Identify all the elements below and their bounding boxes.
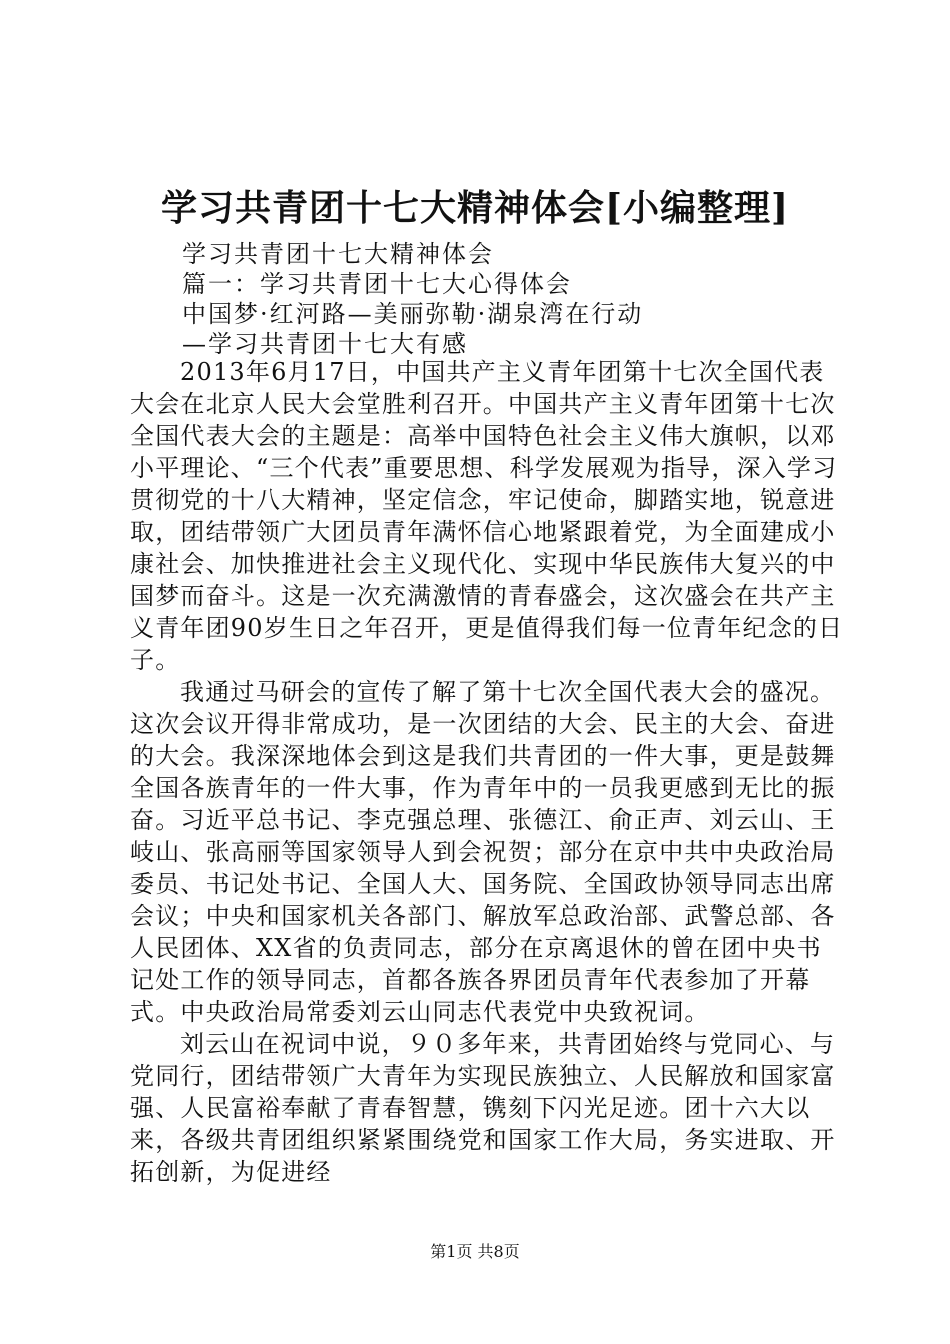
- subheading-3: 中国梦·红河路—美丽弥勒·湖泉湾在行动: [182, 300, 644, 328]
- subheading-4: —学习共青团十七大有感: [182, 330, 468, 358]
- subheading-1: 学习共青团十七大精神体会: [182, 240, 494, 268]
- paragraph: 2013年6月17日，中国共产主义青年团第十七次全国代表大会在北京人民大会堂胜利召开。中国共产主义青年团第十七次全国代表大会的主题是：高举中国特色社会主义伟大旗帜，以邓小平理论、“三个代表”重要思想、科学发展观为指导，深入学习贯彻党的十八大精神，坚定信念，牢记使命，脚踏实地，锐意进取，团结带领广大团员青年满怀信心地紧跟着党，为全面建成小康社会、加快推进社会主义现代化、实现中华民族伟大复兴的中国梦而奋斗。这是一次充满激情的青春盛会，这次盛会在共产主义青年团90岁生日之年召开，更是值得我们每一位青年纪念的日子。: [130, 358, 844, 674]
- paragraph: 刘云山在祝词中说，９０多年来，共青团始终与党同心、与党同行，团结带领广大青年为实现民族独立、人民解放和国家富强、人民富裕奉献了青春智慧，镌刻下闪光足迹。团十六大以来，各级共青团组织紧紧围绕党和国家工作大局，务实进取、开拓创新，为促进经: [130, 1030, 836, 1186]
- page-number-footer: 第1页 共8页: [430, 1242, 520, 1261]
- document-title: 学习共青团十七大精神体会[小编整理]: [160, 187, 790, 229]
- subheading-2: 篇一：学习共青团十七大心得体会: [182, 270, 572, 298]
- paragraph: 我通过马研会的宣传了解了第十七次全国代表大会的盛况。这次会议开得非常成功，是一次团结的大会、民主的大会、奋进的大会。我深深地体会到这是我们共青团的一件大事，更是鼓舞全国各族青年的一件大事，作为青年中的一员我更感到无比的振奋。习近平总书记、李克强总理、张德江、俞正声、刘云山、王岐山、张高丽等国家领导人到会祝贺；部分在京中共中央政治局委员、书记处书记、全国人大、国务院、全国政协领导同志出席会议；中央和国家机关各部门、解放军总政治部、武警总部、各人民团体、XX省的负责同志，部分在京离退休的曾在团中央书记处工作的领导同志，首都各族各界团员青年代表参加了开幕式。中央政治局常委刘云山同志代表党中央致祝词。: [130, 678, 836, 1026]
- document-body: [130, 356, 845, 1188]
